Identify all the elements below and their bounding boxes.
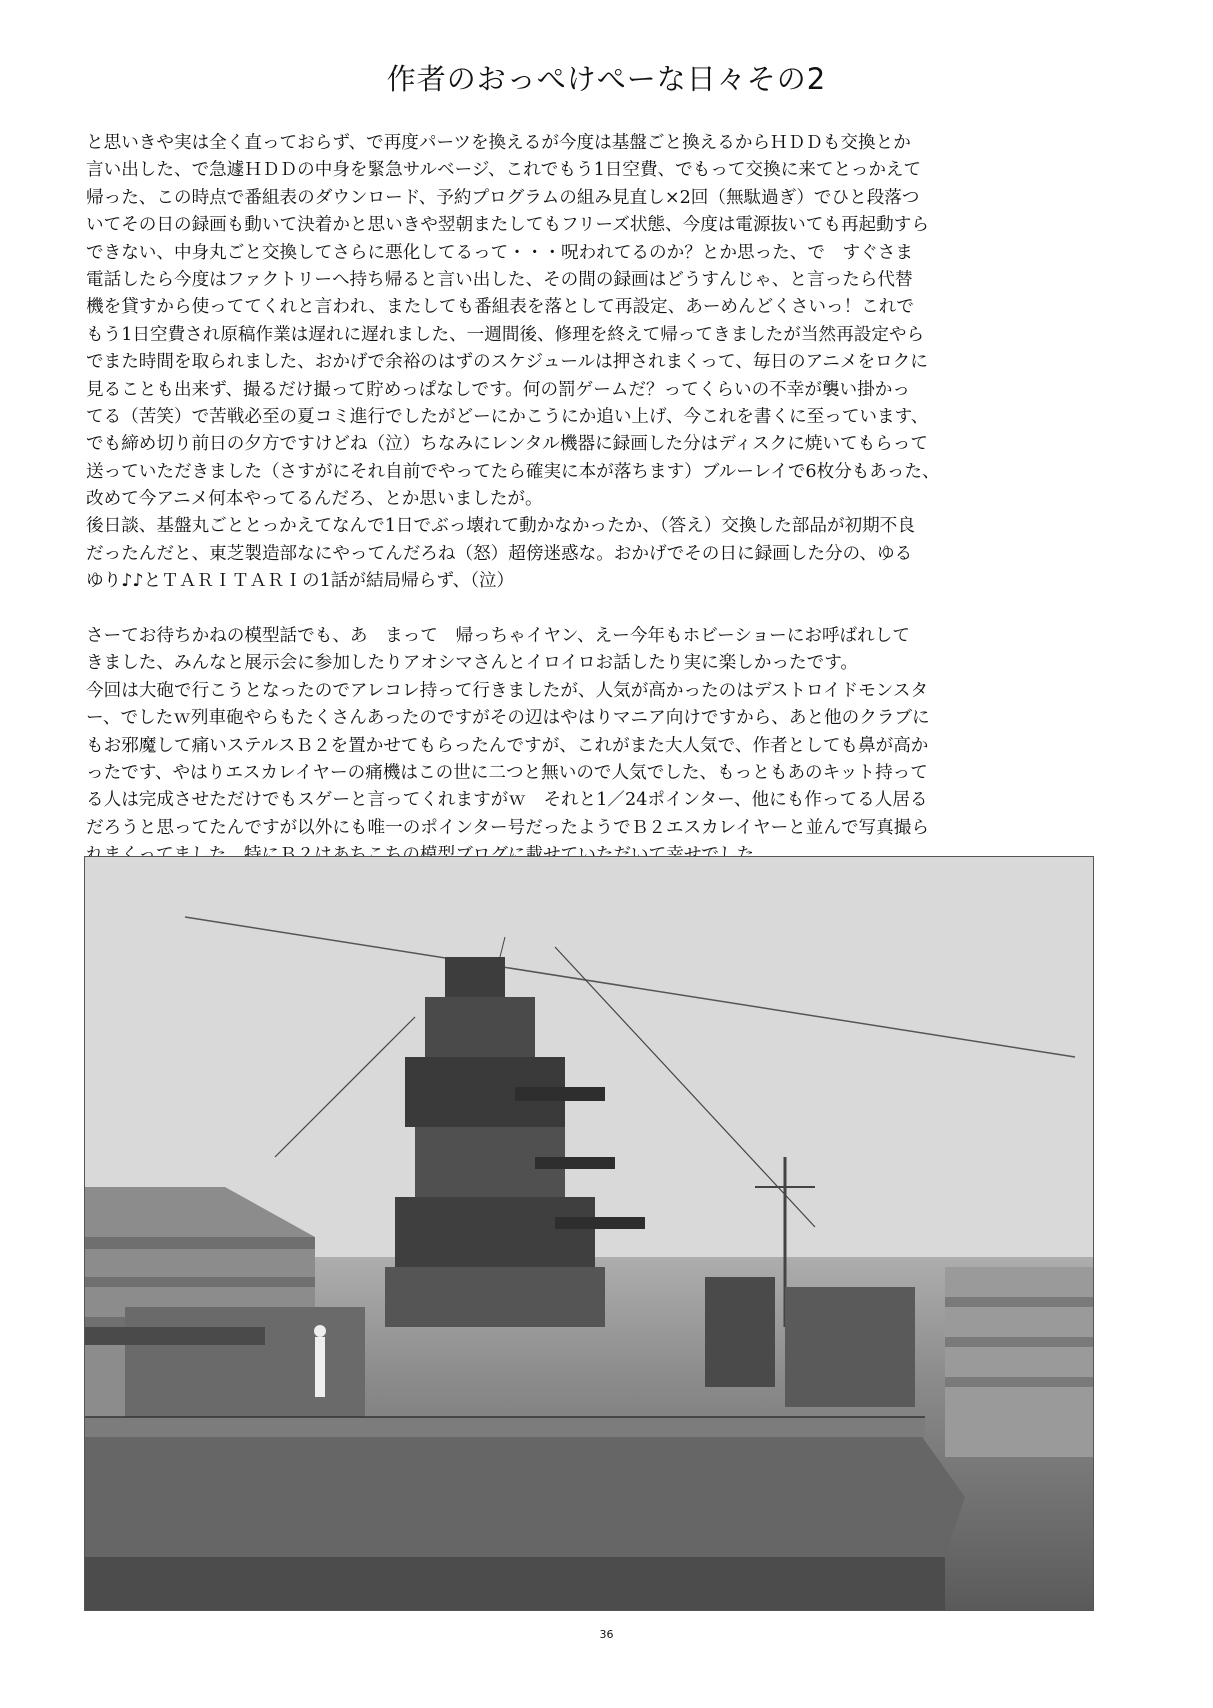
text-line: る人は完成させただけでもスゲーと言ってくれますがｗ それと1／24ポインター、他にも作ってる人居る [86,790,928,811]
text-line: 改めて今アニメ何本やってるんだろ、とか思いましたが。 [86,489,543,510]
text-line: だったんだと、東芝製造部なにやってんだろね（怒）超傍迷惑な。おかげでその日に録画した分の、ゆる [86,543,913,564]
text-line: てる（苦笑）で苦戦必至の夏コミ進行でしたがどーにかこうにか追い上げ、今これを書くに至っています、 [86,406,929,427]
page-title: 作者のおっぺけぺーな日々その2 [386,62,827,97]
text-line: もお邪魔して痛いステルスＢ２を置かせてもらったんですが、これがまた大人気で、作者としても鼻が高か [86,735,929,756]
text-line: 今回は大砲で行こうとなったのでアレコレ持って行きましたが、人気が高かったのはデストロイドモンスタ [86,680,929,701]
paragraph-1 [86,130,1146,596]
text-line: ったです、やはりエスカレイヤーの痛機はこの世に二つと無いので人気でした、もっともあのキット持って [86,762,928,783]
text-line: ゆり♪♪とＴＡＲＩＴＡＲＩの1話が結局帰らず、（泣） [86,571,515,592]
paragraph-gap [86,596,1146,623]
text-line: 言い出した、で急遽ＨＤＤの中身を緊急サルベージ、これでもう1日空費、でもって交換に来てとっかえて [86,160,922,181]
text-line: きました、みんなと展示会に参加したりアオシマさんとイロイロお話したり実に楽しかったです。 [86,653,859,674]
text-line: 見ることも出来ず、撮るだけ撮って貯めっぱなしです。何の罰ゲームだ？ってくらいの不幸が襲い掛かっ [86,379,910,400]
text-line: と思いきや実は全く直っておらず、で再度パーツを換えるが今度は基盤ごと換えるからＨＤＤも交換とか [86,133,911,153]
text-line: ー、でしたｗ列車砲やらもたくさんあったのですがその辺はやはりマニア向けですから、あと他のクラブに [86,708,930,729]
text-line: だろうと思ってたんですが以外にも唯一のポインター号だったようでＢ２エスカレイヤーと並んで写真撮ら [86,817,929,838]
paragraph-2 [86,623,1146,870]
body-text [86,130,1146,870]
text-line: 帰った、この時点で番組表のダウンロード、予約プログラムの組み見直し×2回（無駄過ぎ）でひと段落つ [86,187,920,208]
text-line: できない、中身丸ごと交換してさらに悪化してるって・・・呪われてるのか？とか思った、で すぐさま [86,242,913,263]
text-line: でも締め切り前日の夕方ですけどね（泣）ちなみにレンタル機器に録画した分はディスクに焼いてもらって [86,434,928,455]
page-number: 36 [599,1628,614,1641]
text-line: でまた時間を取られました、おかげで余裕のはずのスケジュールは押されまくって、毎日のアニメをロクに [86,352,928,373]
ship-illustration [85,857,1093,1610]
text-line: いてその日の録画も動いて決着かと思いきや翌朝またしてもフリーズ状態、今度は電源抜いても再起動すら [86,215,929,236]
text-line: もう1日空費され原稿作業は遅れに遅れました、一週間後、修理を終えて帰ってきましたが当然再設定やら [86,324,925,345]
text-line: 送っていただきました（さすがにそれ自前でやってたら確実に本が落ちます）ブルーレイで6枚分もあった、 [86,461,940,482]
text-line: 後日談、基盤丸ごととっかえてなんで1日でぶっ壊れて動かなかったか、（答え）交換した部品が初期不良 [86,516,915,537]
text-line: さーてお待ちかねの模型話でも、あ まって 帰っちゃイヤン、えー今年もホビーショーにお呼ばれして [86,626,910,647]
battleship-model-photo [84,856,1094,1611]
text-line: 電話したら今度はファクトリーへ持ち帰ると言い出した、その間の録画はどうすんじゃ、と言ったら代替 [86,269,913,290]
text-line: 機を貸すから使っててくれと言われ、またしても番組表を落として再設定、あーめんどくさいっ！これで [86,297,914,318]
